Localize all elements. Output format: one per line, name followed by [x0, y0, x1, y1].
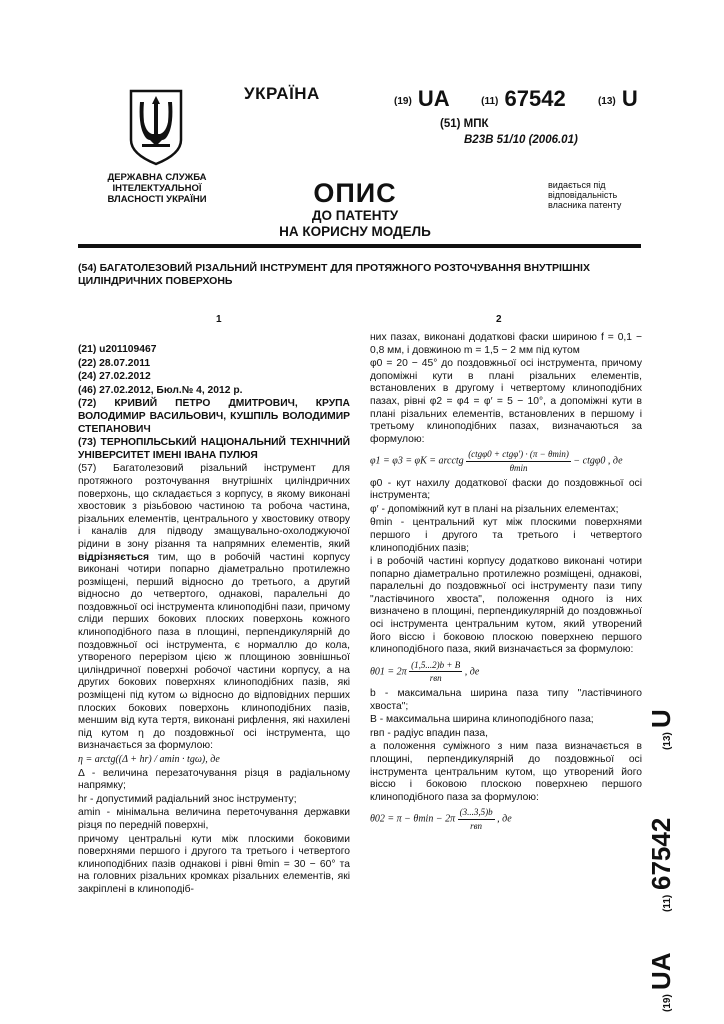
patent-number: 67542 [504, 86, 566, 111]
issued-note: видається під відповідальність власника патенту [548, 180, 622, 210]
definition-phi-prime: φ′ - допоміжний кут в плані на різальних елементах; [370, 503, 619, 515]
definition-B: B - максимальна ширина клиноподібного паза; [370, 714, 594, 726]
patent-office-name: ДЕРЖАВНА СЛУЖБА ІНТЕЛЕКТУАЛЬНОЇ ВЛАСНОСТІ УКРАЇНИ [107, 172, 207, 205]
trident-emblem-icon [128, 88, 184, 166]
code-19: (19) [394, 96, 412, 107]
vertical-code-number: 67542 [646, 817, 676, 890]
vertical-patent-code [640, 600, 680, 1020]
definition-b: b - максимальна ширина паза типу "ластівчиного хвоста"; [370, 688, 642, 712]
central-angles-paragraph: причому центральні кути між плоскими боковими поверхнями першого і другого та третього і четвертого клиноподібних пазів однакові і рівні θmin = 30 − 60° та на головних різальних кромках різальних елементів, які закріплені в клиноподіб- [78, 833, 350, 895]
code-13: (13) [597, 96, 616, 107]
patent-kind: U [621, 86, 638, 111]
ipc-block [440, 116, 578, 148]
definition-amin: amin - мінімальна величина переточування державки різця по передній поверхні, [78, 807, 350, 831]
vertical-code-19: (19) [662, 994, 673, 1012]
country-name: УКРАЇНА [244, 84, 320, 103]
header-divider [78, 244, 641, 248]
auxiliary-angles-paragraph: φ0 = 20 − 45° до поздовжньої осі інструмента, причому допоміжні кути в плані різальних елементів, встановлених в другому і четвертому клиноподібних пазах, рівні φ2 = φ4 = φ′ = 5 − 10°, а допоміжні кути в плані різальних елементів, встановлених в першому і третьому клиноподібних пазах, визначаються за формулою: [370, 358, 642, 445]
claim-paragraph: (57) Багатолезовий різальний інструмент для протяжного розточування внутрішніх циліндричних поверхонь, що складається з корпусу, в якому виконані хвостовик з різьбовою частиною та робоча частина, різальних елементів, центрального у хвостовику отвору і каналів для підводу змащувально-охолоджуючої рідини в зону різання та напрямних елементів, який відрізняється тим, що в робочій частині корпусу виконані чотири попарно діаметрально протилежно розміщені, перший відносно до третього, а другий відносно до четвертого, однакові, паралельні до поздовжньої осі інструмента клиноподібні пази, причому сліди перших бокових плоских поверхонь кожного клиноподібного паза в площині, перпендикулярній до поздовжньої осі інструмента, є нормаллю до кола, утвореного перерізом цією ж площиною зовнішньої циліндричної поверхні робочої частини корпусу, а на других бокових поверхнях клиноподібних пазів, які розміщені під кутом ω відносно до відповідних перших плоских бокових поверхонь клиноподібних пазів, меншим від кута тертя, виконані рифлення, які нахилені під кутом η до поздовжньої осі інструмента, що визначається за формулою: [78, 463, 350, 752]
definition-rvp: rвп - радіус впадин паза, [370, 727, 488, 739]
country-code: UA [417, 86, 449, 111]
left-column [78, 344, 350, 898]
document-subtitle-1: ДО ПАТЕНТУ [311, 208, 399, 223]
ipc-class: B23B 51/10 (2006.01) [464, 134, 578, 146]
chamfer-paragraph: них пазах, виконані додаткові фаски шириною f = 0,1 − 0,8 мм, і довжиною m = 1,5 − 2 мм під кутом [370, 332, 642, 356]
column-number-2: 2 [496, 314, 502, 325]
definition-hr: hr - допустимий радіальний знос інструменту; [78, 793, 297, 805]
field-22: (22) 28.07.2011 [78, 357, 151, 369]
document-title-block [270, 178, 440, 240]
formula-phi: φ1 = φ3 = φK = arcctg $\frac{\text{(ctgφ0 + ctgφ′) · (π − θmin)}}{\theta\min}$ − ctgφ0 , де [370, 449, 623, 473]
field-46: (46) 27.02.2012, Бюл.№ 4, 2012 р. [78, 384, 243, 396]
definition-delta: Δ - величина перезаточування різця в радіальному напрямку; [78, 767, 350, 792]
formula-theta02: θ02 = π − θmin − 2π $\frac{(3...3,5)b}{\text{rвп}}$ , де [370, 807, 512, 831]
formula-theta01: θ01 = 2π $\frac{(1,5...2)b + B}{\text{rвп}}$ , де [370, 659, 480, 684]
patent-number-line [394, 86, 638, 112]
definition-theta-min: θmin - центральний кут між плоскими поверхнями першого і другого та третього і четвертого клиноподібних пазів; [370, 517, 642, 554]
definition-phi0: φ0 - кут нахилу додаткової фаски до поздовжньої осі інструмента; [370, 477, 642, 502]
vertical-code-13: (13) [662, 732, 673, 750]
field-72: (72) КРИВИЙ ПЕТРО ДМИТРОВИЧ, КРУПА ВОЛОДИМИР ВАСИЛЬОВИЧ, КУШПІЛЬ ВОЛОДИМИР СТЕПАНОВИЧ [78, 398, 350, 435]
right-column [370, 332, 642, 836]
invention-title: (54) БАГАТОЛЕЗОВИЙ РІЗАЛЬНИЙ ІНСТРУМЕНТ ДЛЯ ПРОТЯЖНОГО РОЗТОЧУВАННЯ ВНУТРІШНІХ ЦИЛІНДРИЧНИХ ПОВЕРХОНЬ [78, 262, 590, 287]
document-subtitle-2: НА КОРИСНУ МОДЕЛЬ [279, 224, 431, 239]
dovetail-paragraph: і в робочій частині корпусу додатково виконані чотири попарно діаметрально протилежно розміщені, однакові, паралельні до поздовжньої осі інструменту пази типу "ластівчиного хвоста", положення одного із них визначено в площині, перпендикулярній до поздовжньої осі інструмента центральним кутом, який утворений його віссю і боковою плоскою поверхнею першого клиноподібного паза, який визначається за формулою: [370, 556, 642, 656]
adjacent-slot-paragraph: а положення суміжного з ним паза визначається в площині, перпендикулярній до поздовжньої осі інструмента центральним кутом, що утворений його віссю і боковою плоскою поверхнею першого клиноподібного паза за формулою: [370, 741, 642, 803]
ipc-label: (51) МПК [440, 118, 489, 130]
field-24: (24) 27.02.2012 [78, 371, 151, 383]
formula-eta: η = arctg((Δ + hr) / amin · tgω), де [78, 754, 220, 765]
vertical-code-ua: UA [646, 952, 676, 990]
column-number-1: 1 [216, 314, 222, 325]
vertical-code-kind: U [646, 709, 676, 728]
code-11: (11) [481, 96, 499, 107]
field-21: (21) u201109467 [78, 344, 157, 355]
field-73: (73) ТЕРНОПІЛЬСЬКИЙ НАЦІОНАЛЬНИЙ ТЕХНІЧНИЙ УНІВЕРСИТЕТ ІМЕНІ ІВАНА ПУЛЮЯ [78, 437, 350, 461]
document-title: ОПИС [313, 178, 397, 208]
vertical-code-11: (11) [662, 894, 673, 912]
